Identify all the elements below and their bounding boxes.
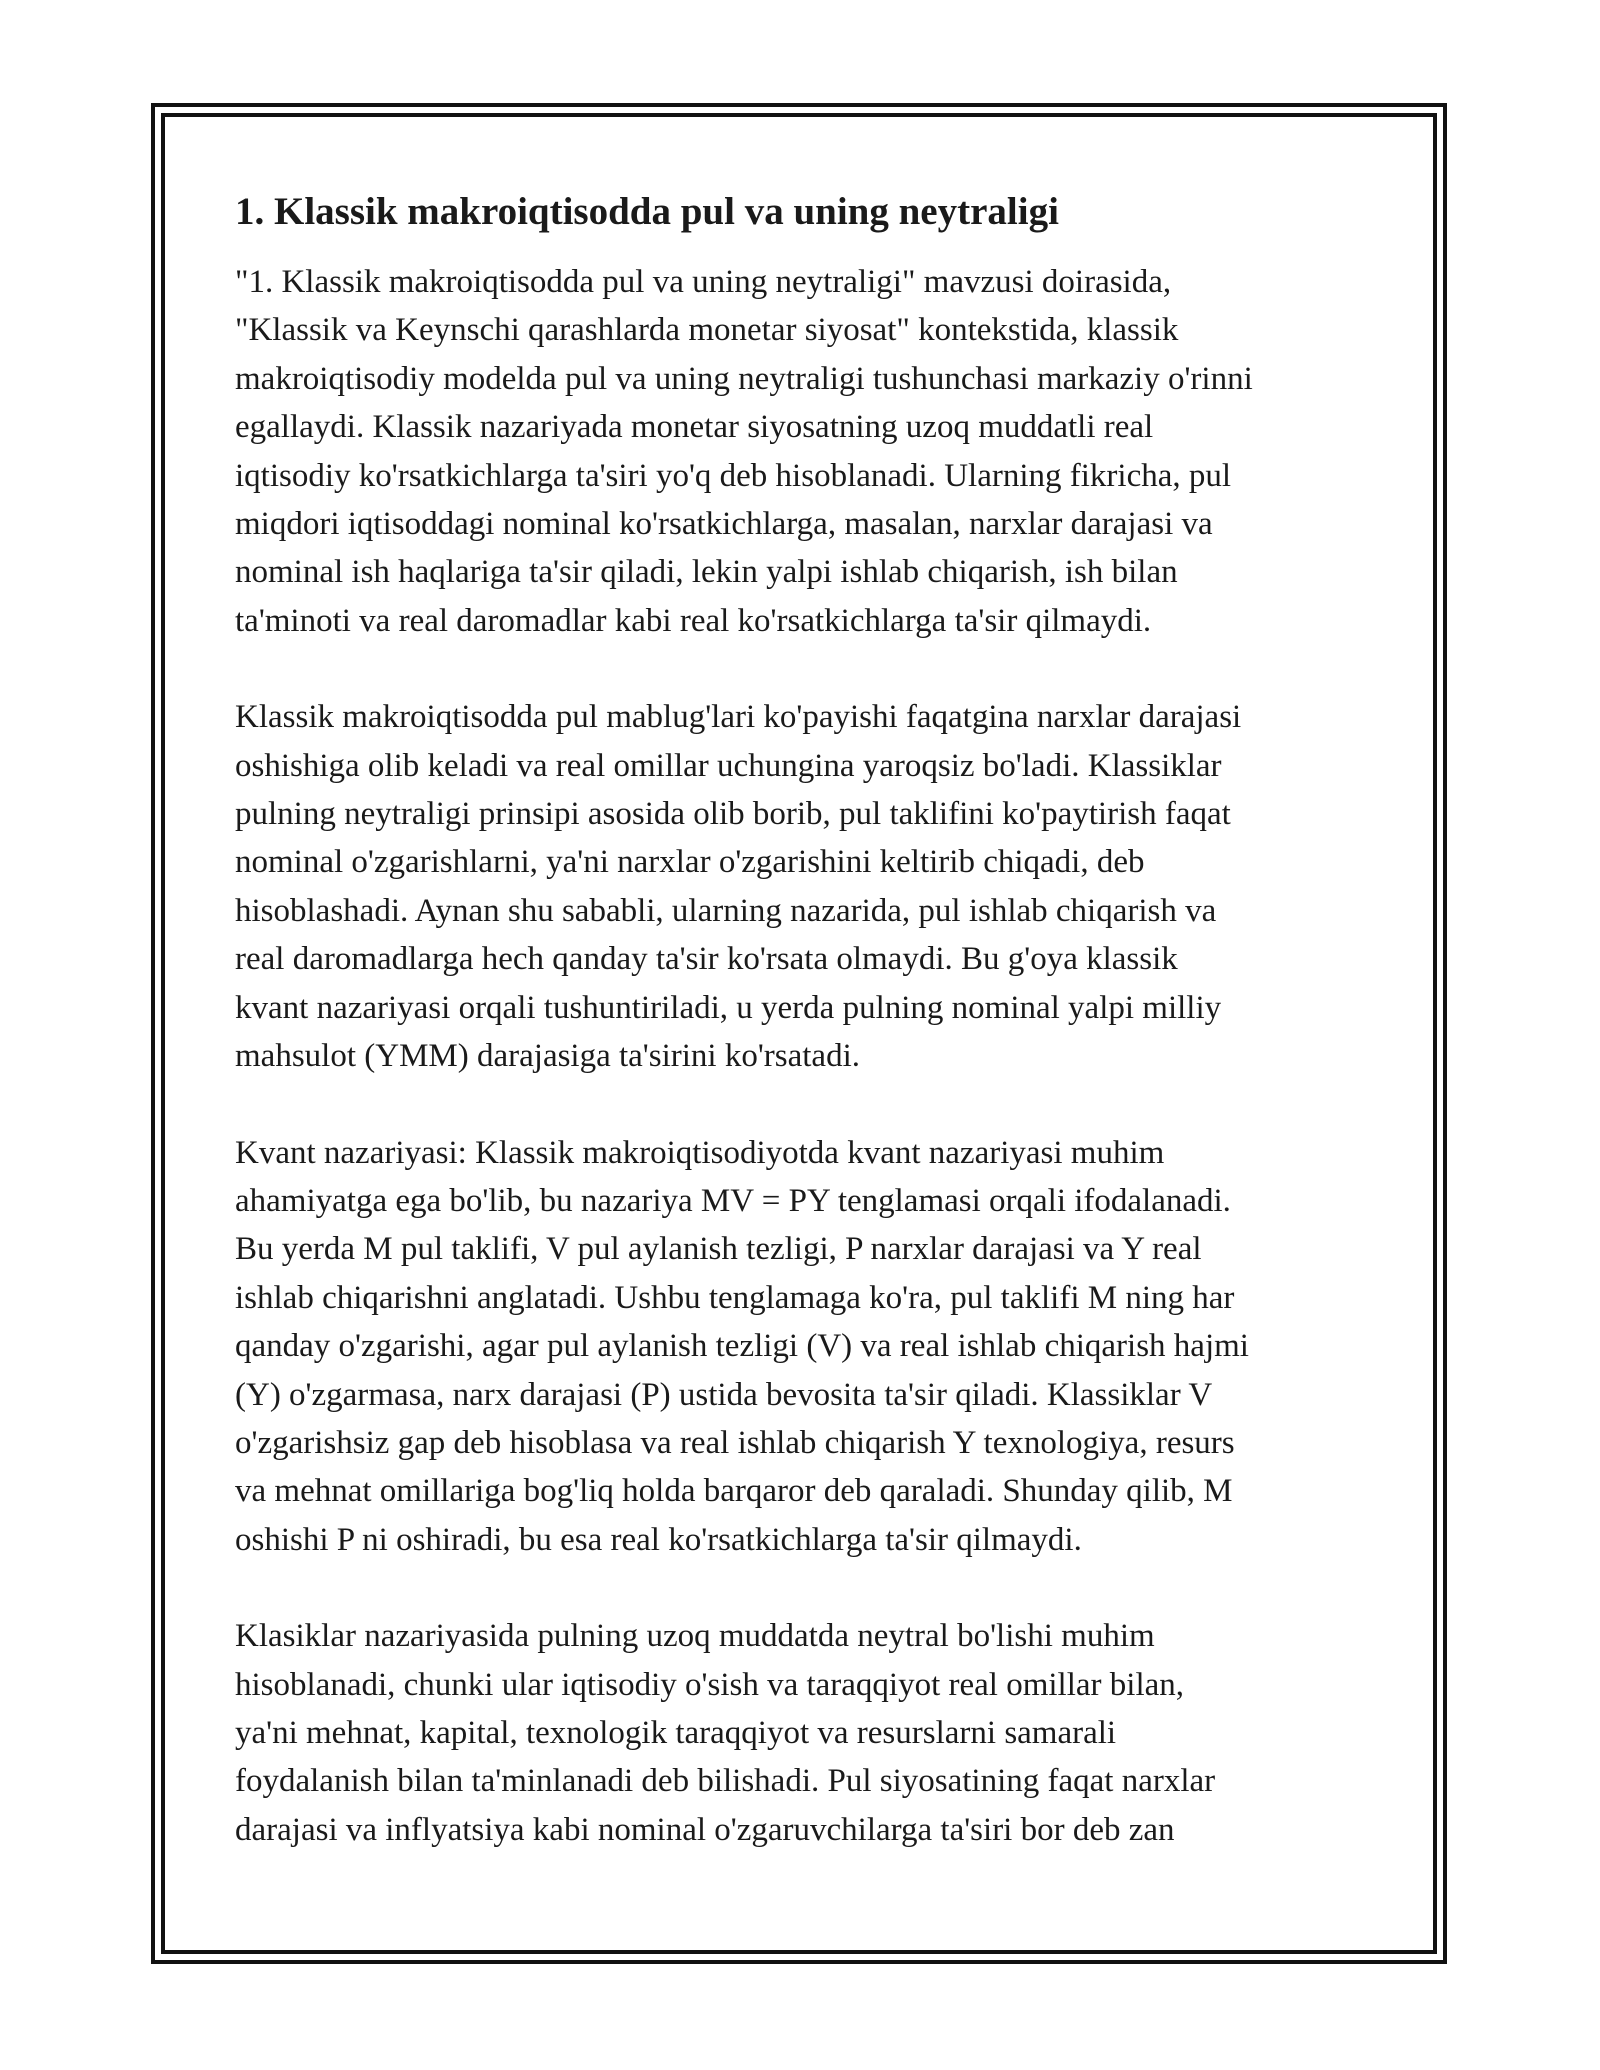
paragraph-3: Kvant nazariyasi: Klassik makroiqtisodiyotda kvant nazariyasi muhim ahamiyatga ega bo'lib, bu nazariya MV = PY tenglamasi orqali ifodalanadi. Bu yerda M pul taklifi, V pul aylanish tezligi, P narxlar darajasi va Y real ishlab chiqarishni anglatadi. Ushbu tenglamaga ko'ra, pul taklifi M ning har qanday o'zgarishi, agar pul aylanish tezligi (V) va real ishlab chiqarish hajmi (Y) o'zgarmasa, narx darajasi (P) ustida bevosita ta'sir qiladi. Klassiklar V o'zgarishsiz gap deb hisoblasa va real ishlab chiqarish Y texnologiya, resurs va mehnat omillariga bog'liq holda barqaror deb qaraladi. Shunday qilib, M oshishi P ni oshiradi, bu esa real ko'rsatkichlarga ta'sir qilmaydi. bbox=[235, 1134, 1249, 1558]
paragraph-4: Klasiklar nazariyasida pulning uzoq muddatda neytral bo'lishi muhim hisoblanadi, chunki ular iqtisodiy o'sish va taraqqiyot real omillar bilan, ya'ni mehnat, kapital, texnologik taraqqiyot va resurslarni samarali foydalanish bilan ta'minlanadi deb bilishadi. Pul siyosatining faqat narxlar darajasi va inflyatsiya kabi nominal o'zgaruvchilarga ta'siri bor deb zan bbox=[235, 1618, 1216, 1848]
document-body bbox=[235, 188, 1375, 1902]
paragraph-2: Klassik makroiqtisodda pul mablug'lari ko'payishi faqatgina narxlar darajasi oshishiga olib keladi va real omillar uchungina yaroqsiz bo'ladi. Klassiklar pulning neytraligi prinsipi asosida olib borib, pul taklifini ko'paytirish faqat nominal o'zgarishlarni, ya'ni narxlar o'zgarishini keltirib chiqadi, deb hisoblashadi. Aynan shu sababli, ularning nazarida, pul ishlab chiqarish va real daromadlarga hech qanday ta'sir ko'rsata olmaydi. Bu g'oya klassik kvant nazariyasi orqali tushuntiriladi, u yerda pulning nominal yalpi milliy mahsulot (YMM) darajasiga ta'sirini ko'rsatadi. bbox=[235, 699, 1242, 1075]
paragraph-1: "1. Klassik makroiqtisodda pul va uning neytraligi" mavzusi doirasida, "Klassik va Keynschi qarashlarda monetar siyosat" kontekstida, klassik makroiqtisodiy modelda pul va uning neytraligi tushunchasi markaziy o'rinni egallaydi. Klassik nazariyada monetar siyosatning uzoq muddatli real iqtisodiy ko'rsatkichlarga ta'siri yo'q deb hisoblanadi. Ularning fikricha, pul miqdori iqtisoddagi nominal ko'rsatkichlarga, masalan, narxlar darajasi va nominal ish haqlariga ta'sir qiladi, lekin yalpi ishlab chiqarish, ish bilan ta'minoti va real daromadlar kabi real ko'rsatkichlarga ta'sir qilmaydi. bbox=[235, 264, 1253, 639]
section-heading: 1. Klassik makroiqtisodda pul va uning neytraligi bbox=[235, 190, 1059, 233]
